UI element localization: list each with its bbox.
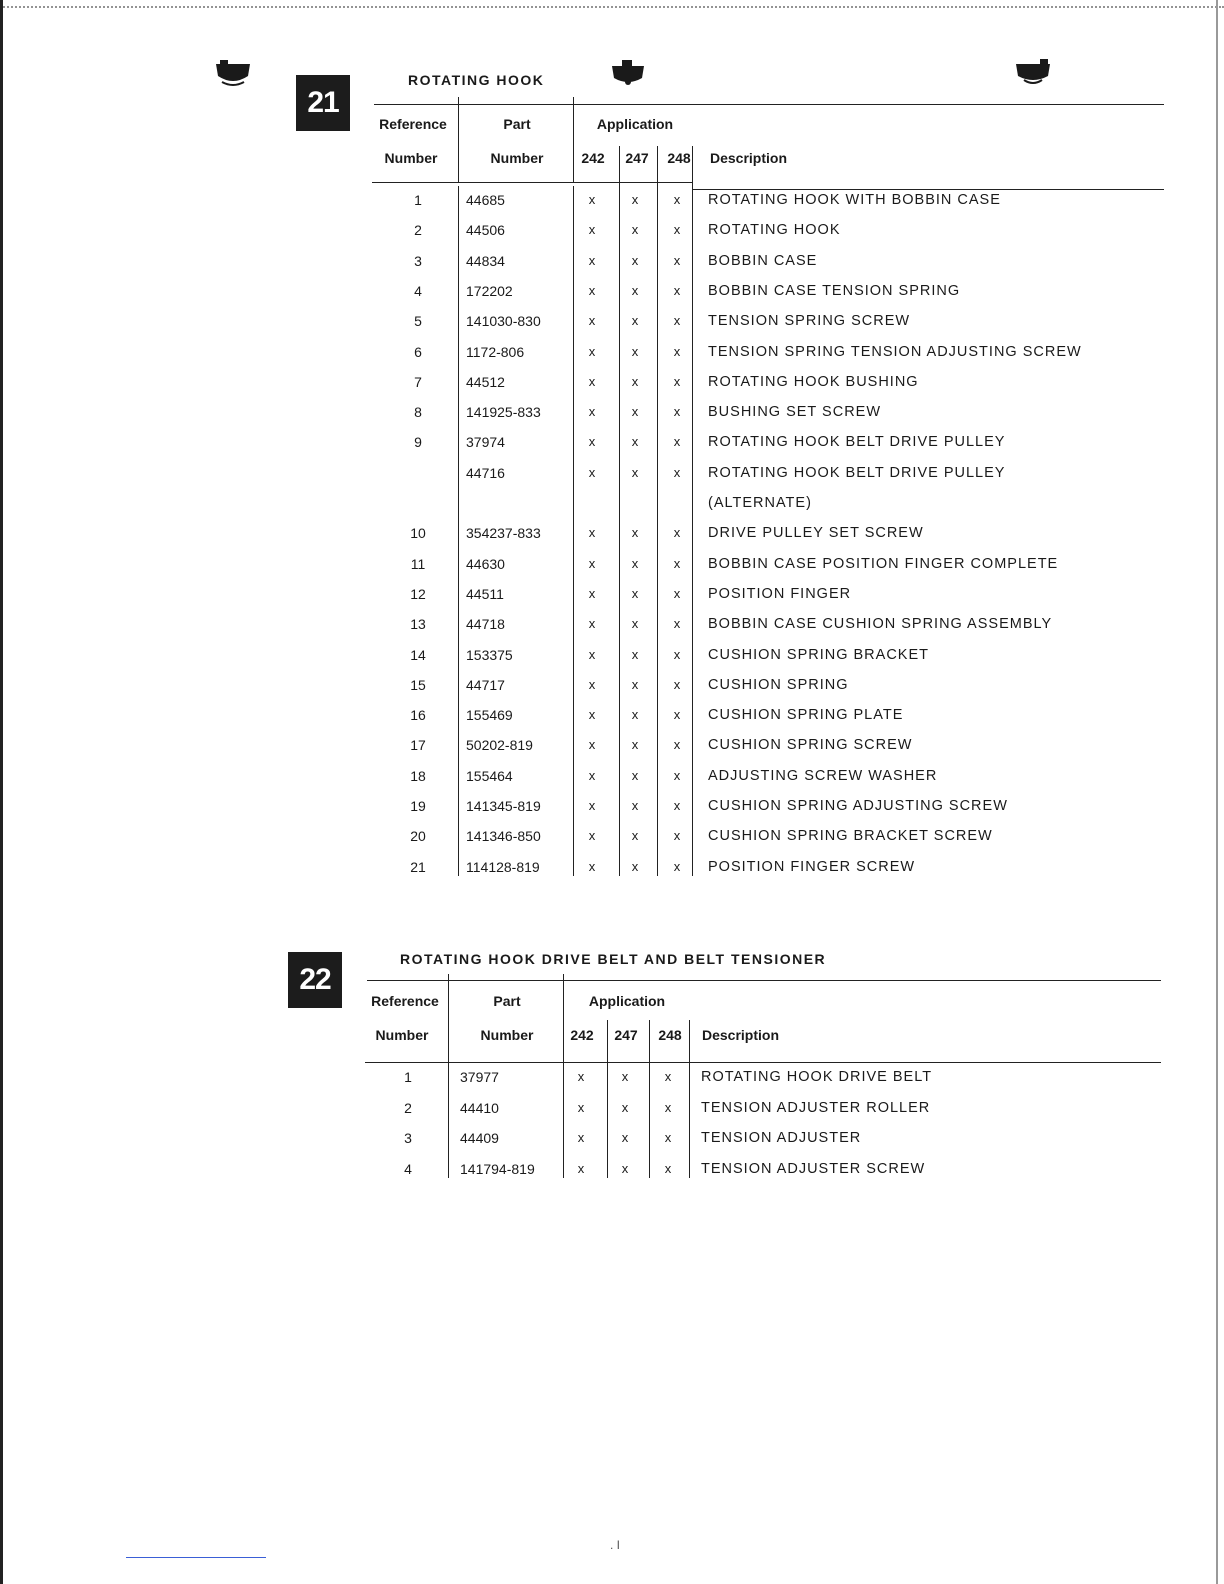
part-number-cell: 141925-833 <box>466 404 541 421</box>
part-number-cell: 141030-830 <box>466 313 541 330</box>
part-number-cell: 44685 <box>466 192 505 208</box>
application-248-cell: x <box>673 676 681 692</box>
part-number-cell: 354237-833 <box>466 525 541 542</box>
application-242-cell: x <box>588 707 596 723</box>
application-242-cell: x <box>588 222 596 238</box>
column-divider <box>458 186 459 876</box>
scan-left-edge <box>0 0 3 1584</box>
application-242-cell: x <box>588 343 596 359</box>
application-242-cell: x <box>588 585 596 601</box>
part-number-cell: 37974 <box>466 434 505 451</box>
application-247-cell: x <box>631 646 639 662</box>
part-number-cell: 153375 <box>466 646 513 663</box>
col-header-part-number: Number <box>490 150 544 166</box>
application-248-cell: x <box>673 404 681 420</box>
application-247-cell: x <box>631 343 639 359</box>
header-bottom-rule <box>365 1062 1161 1063</box>
ref-number-cell: 18 <box>410 767 426 784</box>
column-divider <box>458 97 459 183</box>
application-242-cell: x <box>588 313 596 329</box>
column-divider <box>689 1020 690 1178</box>
column-divider <box>657 146 658 876</box>
application-242-cell: x <box>588 464 596 480</box>
col-header-reference-number: Number <box>375 1027 429 1043</box>
ref-number-cell: 16 <box>410 707 426 724</box>
col-header-reference: Reference <box>379 116 447 132</box>
ref-number-cell: 3 <box>404 1130 412 1146</box>
section-title: ROTATING HOOK DRIVE BELT AND BELT TENSIONER <box>400 951 827 967</box>
col-header-description: Description <box>710 150 788 166</box>
description-cell: CUSHION SPRING PLATE <box>708 707 904 724</box>
application-247-cell: x <box>631 798 639 813</box>
section-number-badge: 21 <box>296 75 350 131</box>
column-divider <box>619 146 620 876</box>
application-248-cell: x <box>673 646 681 662</box>
application-247-cell: x <box>631 373 639 389</box>
application-242-cell: x <box>588 828 596 844</box>
application-248-cell: x <box>673 555 681 571</box>
application-247-cell: x <box>631 858 639 874</box>
ref-number-cell: 12 <box>410 585 426 602</box>
application-242-cell: x <box>588 676 596 692</box>
column-divider <box>448 974 449 1178</box>
ref-number-cell: 14 <box>410 646 426 663</box>
application-247-cell: x <box>621 1130 629 1145</box>
part-number-cell: 44834 <box>466 252 505 269</box>
application-247-cell: x <box>631 192 639 207</box>
col-header-248: 248 <box>658 1027 682 1043</box>
ref-number-cell: 13 <box>410 616 426 633</box>
part-number-cell: 155469 <box>466 707 513 724</box>
application-248-cell: x <box>673 707 681 723</box>
part-number-cell: 1172-806 <box>466 343 525 360</box>
application-247-cell: x <box>621 1099 629 1115</box>
part-number-cell: 44409 <box>460 1130 499 1146</box>
ref-number-cell: 2 <box>404 1099 412 1116</box>
description-cell: TENSION ADJUSTER ROLLER <box>701 1099 931 1116</box>
description-cell: BUSHING SET SCREW <box>708 404 882 421</box>
application-242-cell: x <box>577 1160 585 1176</box>
application-242-cell: x <box>588 767 596 783</box>
ref-number-cell: 21 <box>410 858 426 875</box>
column-divider <box>692 146 693 876</box>
header-bottom-rule <box>372 182 692 183</box>
description-cell: TENSION ADJUSTER <box>701 1130 862 1146</box>
application-247-cell: x <box>631 676 639 692</box>
ref-number-cell: 17 <box>410 737 426 754</box>
part-number-cell: 44718 <box>466 616 505 633</box>
application-242-cell: x <box>588 798 596 813</box>
section-number-badge: 22 <box>288 952 342 1008</box>
application-247-cell: x <box>631 585 639 601</box>
application-242-cell: x <box>577 1130 585 1145</box>
col-header-part: Part <box>493 993 521 1009</box>
description-cell: ROTATING HOOK <box>708 222 841 239</box>
ref-number-cell: 2 <box>414 222 422 239</box>
part-number-cell: 114128-819 <box>466 858 540 875</box>
application-248-cell: x <box>673 343 681 359</box>
application-247-cell: x <box>631 616 639 632</box>
description-cell: ROTATING HOOK BELT DRIVE PULLEY <box>708 464 1006 481</box>
application-247-cell: x <box>631 828 639 844</box>
application-248-cell: x <box>664 1069 672 1084</box>
application-248-cell: x <box>673 313 681 329</box>
part-number-cell: 141345-819 <box>466 798 541 814</box>
ref-number-cell: 3 <box>414 252 422 269</box>
ref-number-cell: 6 <box>414 343 422 360</box>
application-242-cell: x <box>588 737 596 753</box>
description-cell: POSITION FINGER SCREW <box>708 858 916 875</box>
part-number-cell: 172202 <box>466 282 513 299</box>
column-divider <box>573 97 574 183</box>
application-247-cell: x <box>631 434 639 450</box>
ref-number-cell: 20 <box>410 828 426 845</box>
application-248-cell: x <box>673 252 681 268</box>
description-cell: DRIVE PULLEY SET SCREW <box>708 525 924 542</box>
col-header-242: 242 <box>581 150 605 166</box>
scan-bottom-mark <box>126 1557 266 1558</box>
column-divider <box>607 1020 608 1178</box>
application-242-cell: x <box>588 858 596 874</box>
description-cell: ROTATING HOOK BELT DRIVE PULLEY <box>708 434 1006 451</box>
application-248-cell: x <box>673 798 681 813</box>
sewing-machine-icon <box>610 58 646 88</box>
ref-number-cell: 1 <box>414 192 422 208</box>
application-242-cell: x <box>588 616 596 632</box>
part-number-cell: 44630 <box>466 555 505 572</box>
application-248-cell: x <box>673 373 681 389</box>
application-248-cell: x <box>664 1160 672 1176</box>
ref-number-cell: 19 <box>410 798 426 814</box>
application-247-cell: x <box>631 737 639 753</box>
ref-number-cell: 15 <box>410 676 426 693</box>
col-header-part: Part <box>503 116 531 132</box>
application-248-cell: x <box>664 1099 672 1115</box>
part-number-cell: 141346-850 <box>466 828 541 845</box>
scan-right-edge <box>1216 0 1218 1584</box>
application-248-cell: x <box>673 434 681 450</box>
col-header-248: 248 <box>667 150 691 166</box>
sewing-machine-icon <box>214 58 252 88</box>
ref-number-cell: 1 <box>404 1069 412 1085</box>
description-cell: ROTATING HOOK WITH BOBBIN CASE <box>708 192 1001 208</box>
header-bottom-rule <box>692 189 1164 190</box>
ref-number-cell: 10 <box>410 525 426 542</box>
description-cell: BOBBIN CASE POSITION FINGER COMPLETE <box>708 555 1059 572</box>
scan-top-edge <box>0 0 1224 8</box>
description-cell: ROTATING HOOK BUSHING <box>708 373 919 390</box>
description-cell: BOBBIN CASE TENSION SPRING <box>708 282 961 299</box>
header-top-rule <box>374 104 1164 105</box>
part-number-cell: 44410 <box>460 1099 499 1116</box>
ref-number-cell: 7 <box>414 373 422 390</box>
col-header-description: Description <box>702 1027 780 1043</box>
description-cell: ROTATING HOOK DRIVE BELT <box>701 1069 933 1085</box>
description-cell: CUSHION SPRING <box>708 676 849 693</box>
application-242-cell: x <box>588 252 596 268</box>
part-number-cell: 44506 <box>466 222 505 239</box>
application-242-cell: x <box>588 555 596 571</box>
description-cell: ADJUSTING SCREW WASHER <box>708 767 938 784</box>
description-cell: (ALTERNATE) <box>708 495 812 511</box>
ref-number-cell: 11 <box>410 555 426 572</box>
col-header-reference-number: Number <box>384 150 438 166</box>
description-cell: TENSION SPRING TENSION ADJUSTING SCREW <box>708 343 1082 360</box>
description-cell: TENSION SPRING SCREW <box>708 313 911 330</box>
description-cell: BOBBIN CASE CUSHION SPRING ASSEMBLY <box>708 616 1053 633</box>
application-242-cell: x <box>588 192 596 207</box>
application-247-cell: x <box>631 313 639 329</box>
col-header-247: 247 <box>625 150 649 166</box>
header-top-rule <box>367 980 1161 981</box>
application-248-cell: x <box>673 585 681 601</box>
col-header-part-number: Number <box>480 1027 534 1043</box>
part-number-cell: 37977 <box>460 1069 499 1085</box>
application-247-cell: x <box>631 767 639 783</box>
description-cell: CUSHION SPRING BRACKET <box>708 646 929 663</box>
application-247-cell: x <box>631 222 639 238</box>
application-248-cell: x <box>673 858 681 874</box>
part-number-cell: 44716 <box>466 464 505 481</box>
application-248-cell: x <box>673 464 681 480</box>
description-cell: CUSHION SPRING BRACKET SCREW <box>708 828 993 845</box>
application-248-cell: x <box>673 616 681 632</box>
application-248-cell: x <box>673 737 681 753</box>
ref-number-cell: 4 <box>414 282 422 299</box>
application-247-cell: x <box>631 464 639 480</box>
application-247-cell: x <box>631 404 639 420</box>
description-cell: POSITION FINGER <box>708 585 852 602</box>
col-header-application: Application <box>588 993 666 1009</box>
page-number: . I <box>610 1538 621 1552</box>
part-number-cell: 141794-819 <box>460 1160 535 1177</box>
application-248-cell: x <box>673 767 681 783</box>
ref-number-cell: 4 <box>404 1160 412 1177</box>
part-number-cell: 155464 <box>466 767 513 784</box>
application-242-cell: x <box>588 646 596 662</box>
description-cell: CUSHION SPRING ADJUSTING SCREW <box>708 798 1008 814</box>
col-header-reference: Reference <box>371 993 439 1009</box>
sewing-machine-icon <box>1014 58 1052 88</box>
application-247-cell: x <box>631 555 639 571</box>
application-242-cell: x <box>588 373 596 389</box>
description-cell: BOBBIN CASE <box>708 252 818 269</box>
col-header-242: 242 <box>570 1027 594 1043</box>
description-cell: TENSION ADJUSTER SCREW <box>701 1160 926 1177</box>
application-248-cell: x <box>673 222 681 238</box>
application-247-cell: x <box>631 525 639 541</box>
application-248-cell: x <box>673 828 681 844</box>
description-cell: CUSHION SPRING SCREW <box>708 737 913 754</box>
application-242-cell: x <box>577 1099 585 1115</box>
application-242-cell: x <box>588 282 596 298</box>
ref-number-cell: 5 <box>414 313 422 330</box>
column-divider <box>649 1020 650 1178</box>
part-number-cell: 50202-819 <box>466 737 533 754</box>
application-242-cell: x <box>588 525 596 541</box>
application-248-cell: x <box>673 282 681 298</box>
part-number-cell: 44511 <box>466 585 504 602</box>
section-title: ROTATING HOOK <box>408 72 545 88</box>
application-247-cell: x <box>631 707 639 723</box>
part-number-cell: 44512 <box>466 373 505 390</box>
application-242-cell: x <box>588 404 596 420</box>
application-242-cell: x <box>588 434 596 450</box>
ref-number-cell: 8 <box>414 404 422 421</box>
application-248-cell: x <box>664 1130 672 1145</box>
application-242-cell: x <box>577 1069 585 1084</box>
col-header-application: Application <box>596 116 674 132</box>
application-247-cell: x <box>621 1160 629 1176</box>
ref-number-cell: 9 <box>414 434 422 451</box>
application-248-cell: x <box>673 525 681 541</box>
application-247-cell: x <box>621 1069 629 1084</box>
application-248-cell: x <box>673 192 681 207</box>
application-247-cell: x <box>631 282 639 298</box>
application-247-cell: x <box>631 252 639 268</box>
col-header-247: 247 <box>614 1027 638 1043</box>
part-number-cell: 44717 <box>466 676 505 693</box>
